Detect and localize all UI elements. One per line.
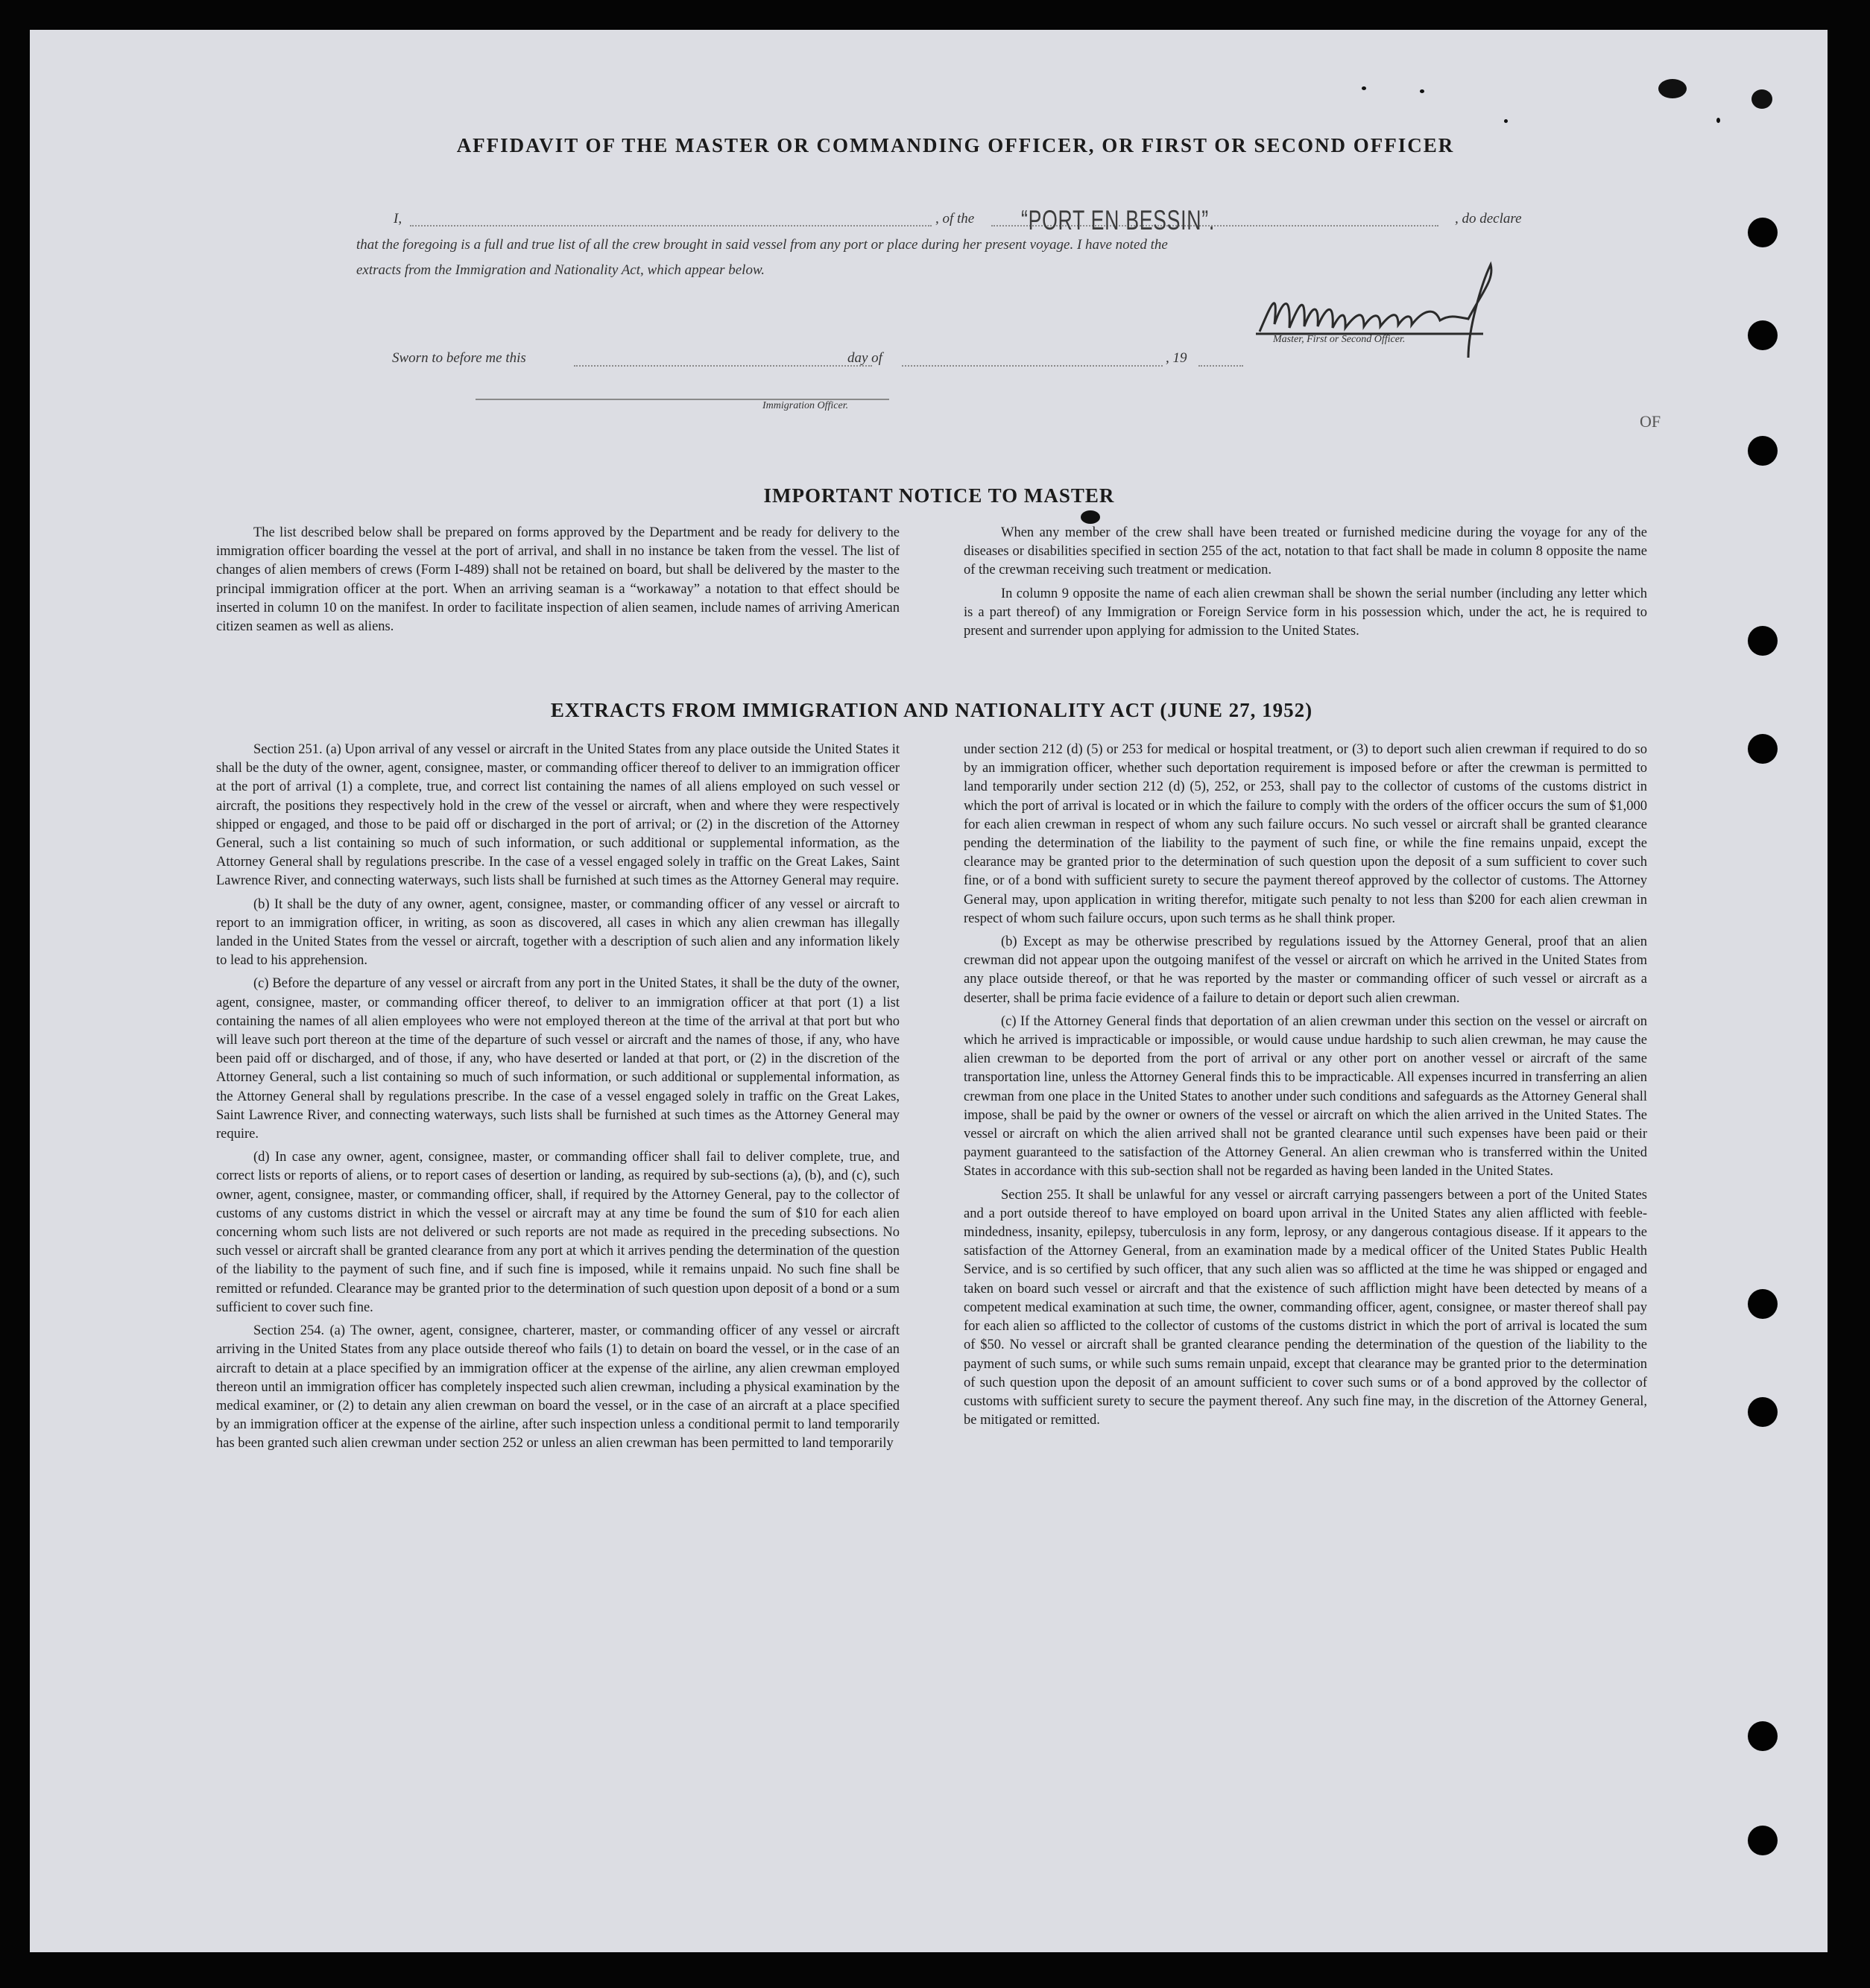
affidavit-title: AFFIDAVIT OF THE MASTER OR COMMANDING OFFICER, OR FIRST OR SECOND OFFICER [456,134,1455,156]
master-signature [1245,261,1558,365]
section-251b: (b) It shall be the duty of any owner, agent, consignee, master, or commanding officer of any vessel or aircraft to report to an immigration officer, in writing, as soon as discovered, all cases in which any alien crewman has illegally landed in the United States from the vessel or aircraft, together with a description of such alien and any information likely to lead to his apprehension. [216,896,900,969]
corner-mark: OF [1640,412,1661,431]
punch-hole [1748,734,1778,764]
notice-right-column [964,524,1647,645]
section-254a-continued: under section 212 (d) (5) or 253 for medical or hospital treatment, or (3) to deport such alien crewman if required to do so by an immigration officer, whether such deportation requirement is imposed before or after the crewman is permitted to land temporarily under section 212 (d) (5), 252, or 253, shall pay to the collector of customs of the customs district in which the port of arrival is located or in which the failure to comply with the orders of the officer occurs the sum of $1,000 for each alien crewman in respect of whom any such failure occurs. No such vessel or aircraft shall be granted clearance pending the determination of the liability to the payment of such fine, or while the fine remains unpaid, except the clearance may be granted prior to the determination of such question upon the deposit of a sum sufficient to cover such fine, or of a bond with sufficient surety to secure the payment thereof approved by the collector of customs. The Attorney General may, upon application in writing therefor, mitigate such penalty to not less than $200 for each alien crewman in respect of whom such failure occurs, upon such terms as he shall think proper. [964,742,1647,926]
notice-paragraph: When any member of the crew shall have been treated or furnished medicine during the voyage for any of the diseases or disabilities specified in section 255 of the act, notation to that fact shall be made in column 8 opposite the name of the crewman receiving such treatment or medication. [964,525,1647,578]
section-251c: (c) Before the departure of any vessel or aircraft from any port in the United States, it shall be the duty of the owner, agent, consignee, master, or commanding officer thereof, to deliver to an immigration officer at that port (1) a list containing the names of all alien employees who were not employed thereon at the time of the arrival at that port but who will leave such port thereon at the time of the departure of such vessel or aircraft and the names of those, if any, who have been paid off or discharged, and of those, if any, who have deserted or landed at that port, or (2) in the discretion of the Attorney General, such a list containing so much of such information, or such additional or supplemental information, as the Attorney General shall by regulations prescribe. In the case of a vessel engaged solely in traffic on the Great Lakes, Saint Lawrence River, and connecting waterways, such lists shall be furnished at such times as the Attorney General may require. [216,976,900,1142]
punch-hole [1748,1721,1778,1751]
affiant-name-line [410,225,932,227]
document-page [30,30,1828,1952]
vessel-name-stamp: “PORT EN BESSIN”. [1021,205,1215,235]
ink-blot [1081,510,1100,524]
section-251a: Section 251. (a) Upon arrival of any vessel or aircraft in the United States from any place outside the United States it shall be the duty of the owner, agent, consignee, master, or commanding officer thereof to deliver to an immigration officer at the port of arrival (1) a complete, true, and correct list containing the names of all aliens employed on such vessel or aircraft, the positions they respectively hold in the crew of the vessel or aircraft, when and where they were respectively shipped or engaged, and those to be paid off or discharged in the port of arrival; or (2) in the discretion of the Attorney General, such a list containing so much of such information, or such additional or supplemental information, as the Attorney General shall by regulations prescribe. In the case of a vessel engaged solely in traffic on the Great Lakes, Saint Lawrence River, and connecting waterways, such lists shall be furnished at such times as the Attorney General may require. [216,742,900,889]
ink-speck [1504,119,1508,123]
year-label: , 19 [1166,350,1187,366]
sworn-label: Sworn to before me this [392,350,526,366]
notice-left-column [216,524,900,641]
section-254c: (c) If the Attorney General finds that deportation of an alien crewman under this section on the vessel or aircraft on which he arrived is impracticable or impossible, or would cause undue hardship to such alien crewman, he may cause the alien crewman to be deported from the port of arrival or any other port on another vessel or aircraft of the same transportation line, unless the Attorney General finds this to be impracticable. All expenses incurred in transferring an alien crewman from one place in the United States to another under such conditions and safeguards as the Attorney General shall impose, shall be paid by the owner or owners of the vessel or aircraft on which the alien arrived in the United States. The vessel or aircraft on which the alien arrived shall not be granted clearance until such expenses have been paid or their payment guaranteed to the satisfaction of the Attorney General. An alien crewman who is transferred within the United States in accordance with this sub-section shall not be regarded as having been landed in the United States. [964,1013,1647,1180]
notice-paragraph: In column 9 opposite the name of each alien crewman shall be shown the serial number (including any letter which is a part thereof) of any Immigration or Foreign Service form in his possession which, under the act, he is required to present and surrender upon applying for admission to the United States. [964,586,1647,639]
section-254b: (b) Except as may be otherwise prescribed by regulations issued by the Attorney General, proof that an alien crewman did not appear upon the outgoing manifest of the vessel or aircraft on which he arrived in the United States from any place outside thereof, or that he was reported by the master or commanding officer of such vessel or aircraft as a deserter, shall be prima facie evidence of a failure to detain or deport such alien crewman. [964,934,1647,1006]
officer-caption: Immigration Officer. [762,400,849,411]
day-of-label: day of [847,350,882,366]
section-255: Section 255. It shall be unlawful for any vessel or aircraft carrying passengers between a port of the United States and a port outside thereof to have employed on board upon arrival in the United States any alien afflicted with feeble-mindedness, insanity, epilepsy, tuberculosis in any form, leprosy, or any dangerous contagious disease. If it appears to the satisfaction of the Attorney General, from an examination made by a medical officer of the United States Public Health Service, and is so certified by such officer, that any such alien was so afflicted at the time he was shipped or engaged and taken on board such vessel or aircraft and that the existence of such affliction might have been detected by means of a competent medical examination at such time, the owner, commanding officer, agent, consignee, or master thereof shall pay for each alien so afflicted to the collector of customs of the customs district in which the port of arrival is located the sum of $50. No vessel or aircraft shall be granted clearance pending the determination of the question of the liability to the payment of such sums, or while such sums remain unpaid, except that clearance may be granted prior to the determination of such question upon the deposit of an amount sufficient to cover such sums or of a bond approved by the collector of customs with sufficient surety to secure the payment thereof. Any such fine may, in the discretion of the Attorney General, be mitigated or remitted. [964,1187,1647,1428]
do-declare-label: , do declare [1455,211,1522,227]
extracts-title: EXTRACTS FROM IMMIGRATION AND NATIONALITY ACT (JUNE 27, 1952) [550,699,1313,721]
punch-hole [1748,626,1778,656]
ink-speck [1716,118,1720,123]
of-the-label: , of the [935,211,975,227]
month-line [902,365,1163,367]
punch-hole [1748,218,1778,247]
ink-blot [1658,79,1687,98]
notice-paragraph: The list described below shall be prepared on forms approved by the Department and be ready for delivery to the immigration officer boarding the vessel at the port of arrival, and shall in no instance be taken from the vessel. The list of changes of alien members of crews (Form I-489) shall not be retained on board, but shall be delivered by the master to the principal immigration officer at the port. When an arriving seaman is a “workaway” a notation to that effect should be inserted in column 10 on the manifest. In order to facilitate inspection of alien seamen, include names of arriving American citizen seamen as well as aliens. [216,525,900,635]
extracts-right-column [964,741,1647,1434]
declaration-line-2: extracts from the Immigration and Nationality Act, which appear below. [356,262,765,278]
section-254a: Section 254. (a) The owner, agent, consignee, charterer, master, or commanding officer of any vessel or aircraft arriving in the United States from any place outside thereof who fails (1) to detain on board the vessel, or in the case of an aircraft to detain at a place specified by an immigration officer at the expense of the airline, any alien crewman employed thereon until an immigration officer has completely inspected such alien crewman, including a physical examination by the medical examiner, or (2) to detain any alien crewman on board the vessel, or in the case of an aircraft at a place specified by an immigration officer at the expense of the airline, after such inspection unless a conditional permit to land temporarily has been granted such alien crewman under section 252 or unless an alien crewman has been permitted to land temporarily [216,1323,900,1452]
section-251d: (d) In case any owner, agent, consignee, master, or commanding officer shall fail to deliver complete, true, and correct lists or reports of aliens, or to report cases of desertion or landing, as required by sub-sections (a), (b), and (c), such owner, agent, consignee, master, or commanding officer, shall, if required by the Attorney General, pay to the collector of customs of any customs district in which the vessel or aircraft may at any time be found the sum of $10 for each alien concerning whom such lists are not delivered or such reports are not made as required in the preceding subsections. No such vessel or aircraft shall be granted clearance from any port at which it arrives pending the determination of the question of the liability to the payment of such fine, and if such fine is imposed, while it remains unpaid. No such fine shall be remitted or refunded. Clearance may be granted prior to the determination of such question upon deposit of a bond or a sum sufficient to cover such fine. [216,1150,900,1315]
year-line [1198,365,1243,367]
punch-hole [1748,320,1778,350]
sworn-date-line [574,365,872,367]
punch-hole [1748,1397,1778,1427]
punch-hole [1748,1826,1778,1855]
ink-speck [1420,89,1424,93]
affiant-label: I, [394,211,402,227]
notice-title: IMPORTANT NOTICE TO MASTER [763,484,1115,507]
extracts-left-column [216,741,900,1458]
punch-hole [1748,1289,1778,1319]
ink-speck [1362,86,1366,90]
signature-caption: Master, First or Second Officer. [1273,334,1406,345]
punch-hole [1748,436,1778,466]
ink-blot [1751,89,1772,109]
declaration-line-1: that the foregoing is a full and true list of all the crew brought in said vessel from any port or place during her present voyage. I have noted the [356,237,1168,253]
